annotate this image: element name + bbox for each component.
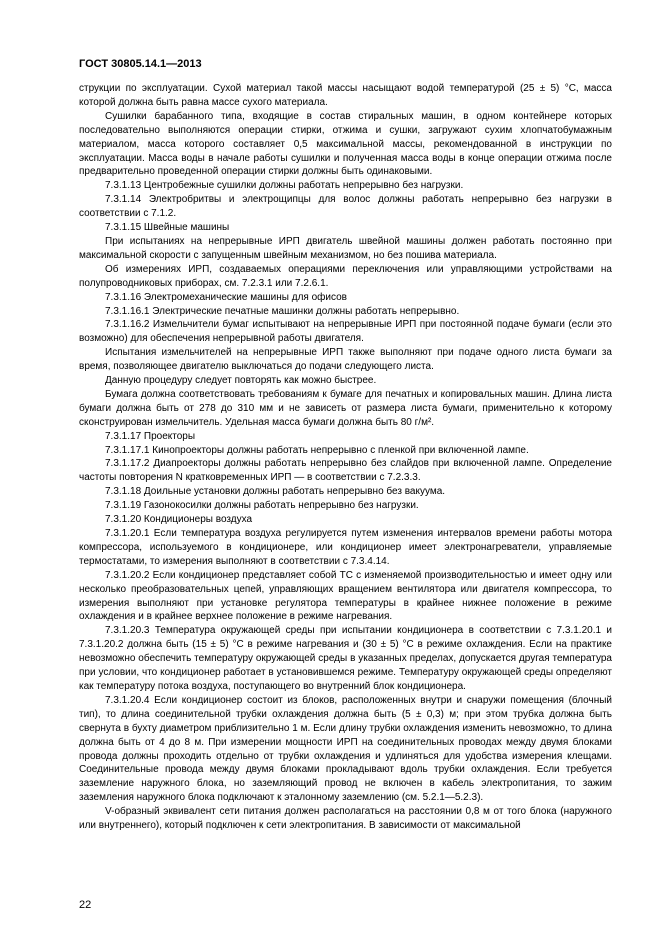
paragraph: 7.3.1.16 Электромеханические машины для офисов xyxy=(105,291,347,303)
paragraph: 7.3.1.18 Доильные установки должны работать непрерывно без вакуума. xyxy=(105,486,446,498)
paragraph: 7.3.1.20.3 Температура окружающей среды при испытании кондиционера в соответствии с 7.3.1.20.1 и 7.3.1.20.2 должна быть (15 ± 5) °С в режиме нагревания и (30 ± 5) °С в режиме охлаждения. Если на практике невозможно обеспечить температуру окружающей среды в указанных пределах, допускается другая температура при условии, что кондиционер работает в установившемся режиме. Температуру окружающей среды определяют как температуру потока воздуха, поступающего во внутренний блок кондиционера. xyxy=(79,625,612,692)
paragraph: 7.3.1.17 Проекторы xyxy=(105,430,196,442)
page-header: ГОСТ 30805.14.1—2013 xyxy=(79,58,202,70)
paragraph: V-образный эквивалент сети питания должен располагаться на расстоянии 0,8 м от того блока (наружного или внутреннего), который подключен к сети электропитания. В зависимости от максимальной xyxy=(79,806,612,832)
paragraph: 7.3.1.15 Швейные машины xyxy=(105,222,230,234)
paragraph: При испытаниях на непрерывные ИРП двигатель швейной машины должен работать постоянно при максимальной скорости с запущенным швейным механизмом, но без пошива материала. xyxy=(79,235,612,261)
paragraph: Сушилки барабанного типа, входящие в состав стиральных машин, в одном контейнере которых последовательно выполняются операции стирки, отжима и сушки, загружают сухим хлопчатобумажным материалом, масса которого составляет 0,5 максимальной массы, рекомендованной в инструкции по эксплуатации. Масса воды в начале работы сушилки и полученная масса воды в конце операции отжима после предварительно проведенной операции стирки должны быть одинаковыми. xyxy=(79,110,612,178)
paragraph: 7.3.1.19 Газонокосилки должны работать непрерывно без нагрузки. xyxy=(105,500,419,512)
paragraph: 7.3.1.16.2 Измельчители бумаг испытывают на непрерывные ИРП при постоянной подаче бумаги (если это возможно) для обеспечения непрерывной работы двигателя. xyxy=(79,319,612,345)
paragraph: 7.3.1.17.1 Кинопроекторы должны работать непрерывно с пленкой при включенной лампе. xyxy=(105,444,529,456)
paragraph: Испытания измельчителей на непрерывные ИРП также выполняют при подаче одного листа бумаги за время, позволяющее двигателю выключаться до подачи следующего листа. xyxy=(79,347,612,373)
paragraph: 7.3.1.20 Кондиционеры воздуха xyxy=(105,514,253,526)
paragraph: 7.3.1.17.2 Диапроекторы должны работать непрерывно без слайдов при включенной лампе. Определение частоты повторения N кратковременных ИРП — в соответствии с 7.2.3.3. xyxy=(79,458,612,484)
paragraph: 7.3.1.16.1 Электрические печатные машинки должны работать непрерывно. xyxy=(105,305,460,317)
page-number: 22 xyxy=(79,899,92,911)
paragraph: Бумага должна соответствовать требованиям к бумаге для печатных и копировальных машин. Длина листа бумаги должна быть от 278 до 310 мм и не зависеть от размера листа бумаги, применительно к которому сконструирован измельчитель. Удельная масса бумаги должна быть 80 г/м². xyxy=(79,388,612,428)
paragraph: Об измерениях ИРП, создаваемых операциями переключения или управляющими устройствами на полупроводниковых приборах, см. 7.2.3.1 или 7.2.6.1. xyxy=(79,263,612,289)
paragraph: 7.3.1.20.4 Если кондиционер состоит из блоков, расположенных внутри и снаружи помещения (блочный тип), то длина соединительной трубки охлаждения должна быть (5 ± 0,3) м; при этом трубка должна быть свернута в бухту диаметром приблизительно 1 м. Если длину трубки охлаждения изменить невозможно, то длина должна быть от 4 до 8 м. При измерении мощности ИРП на соединительных проводах между двумя блоками провода должны проходить отдельно от трубки охлаждения и удлиняться для удобства измерения клещами. Соединительные провода между двумя блоками прокладывают вдоль трубки охлаждения. Если требуется заземление наружного блока, но заземляющий провод не включен в кабель электропитания, то зажим заземления наружного блока подключают к эталонному заземлению (см. 5.2.1—5.2.3). xyxy=(79,694,612,804)
paragraph: струкции по эксплуатации. Сухой материал такой массы насыщают водой температурой (25 ± 5) °С, масса которой должна быть равна массе сухого материала. xyxy=(79,83,612,108)
body-text xyxy=(79,82,612,833)
paragraph: 7.3.1.20.2 Если кондиционер представляет собой ТС с изменяемой производительностью и имеет одну или несколько преобразовательных цепей, управляющих вращением вентилятора или двигателя компрессора, то измерения выполняют при установке регулятора температуры в крайнее нижнее положение в режиме охлаждения и в крайнее верхнее положение в режиме нагревания. xyxy=(79,569,612,623)
paragraph: 7.3.1.13 Центробежные сушилки должны работать непрерывно без нагрузки. xyxy=(105,180,464,192)
paragraph: 7.3.1.20.1 Если температура воздуха регулируется путем изменения интервалов времени работы мотора компрессора, используемого в кондиционере, или кондиционер имеет электронагреватели, управляемые термостатами, то измерения выполняют в соответствии с 7.3.4.14. xyxy=(79,528,612,567)
paragraph: Данную процедуру следует повторять как можно быстрее. xyxy=(105,375,377,387)
paragraph: 7.3.1.14 Электробритвы и электрощипцы для волос должны работать непрерывно без нагрузки в соответствии с 7.1.2. xyxy=(79,194,612,220)
